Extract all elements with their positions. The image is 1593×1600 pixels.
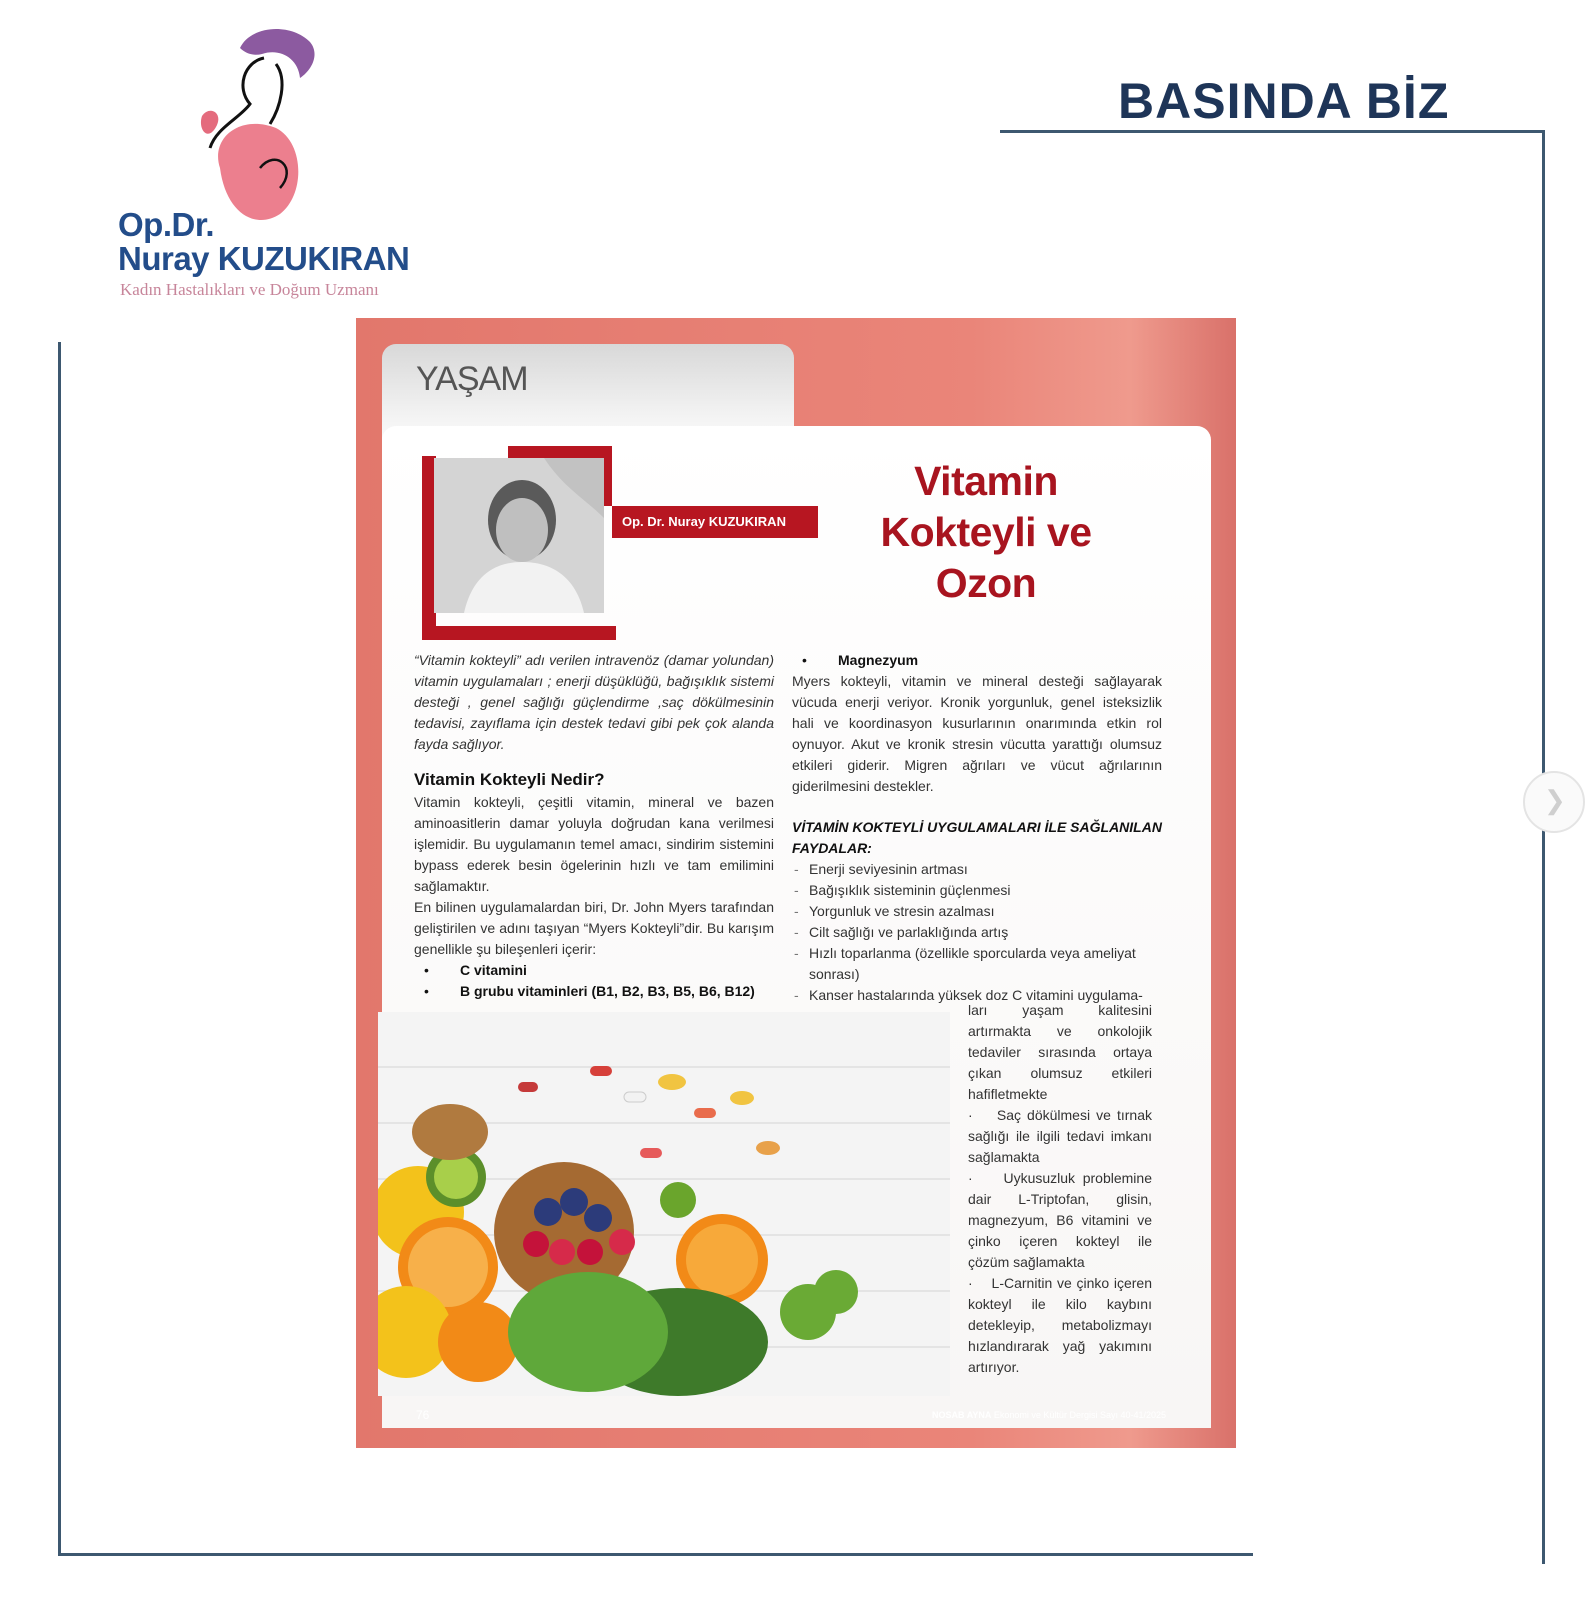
clinic-logo[interactable] [110,18,430,308]
headline-line: Ozon [935,560,1037,606]
myers-benefit-paragraph: Myers kokteyli, vitamin ve mineral desteği sağlayarak vücuda enerji veriyor. Kronik yorgunluk, genel isteksizlik hali ve koordinasyon kusurlarının onarımında etkin rol oynuyor. Akut ve kronik stresin vücutta yarattığı olumsuz etkileri giderir. Migren ağrıları ve vücut ağrılarının giderilmesini destekler. [792,673,1162,794]
page-number: 76 [416,1408,430,1422]
logo-title-prefix: Op.Dr. [118,206,215,243]
list-item: • Magnezyum [792,650,1162,671]
author-photo [434,458,604,613]
photo-frame-accent-top [508,446,612,458]
benefits-list [792,859,1162,1006]
right-column [792,650,1162,1006]
fruits-vegetables-photo [378,1012,950,1396]
next-slide-button[interactable] [1523,771,1585,833]
section-label: YAŞAM [416,360,528,398]
frame-line-right [1542,130,1545,1564]
benefit-text: L-Carnitin ve çinko içeren kokteyl ile kilo kaybını detekleyip, metabolizmayı hızlandırarak yağ yakımını artırıyor. [968,1275,1152,1375]
list-item: • B grubu vitaminleri (B1, B2, B3, B5, B6, B12) [414,981,774,1002]
benefit-item: · Uykusuzluk problemine dair L-Triptofan, glisin, magnezyum, B6 vitamini ve çinko içeren kokteyl ile çözüm sağlamakta [968,1170,1152,1270]
magazine-page[interactable] [356,318,1236,1448]
author-portrait-icon [434,458,604,613]
article-headline [826,456,1146,609]
frame-line-top [1000,130,1545,133]
components-list [414,960,774,1002]
list-item: - Enerji seviyesinin artması [792,859,1162,880]
benefit-item: · Saç dökülmesi ve tırnak sağlığı ile ilgili tedavi imkanı sağlamakta [968,1107,1152,1165]
components-list-continued [792,650,1162,671]
list-item: - Kanser hastalarında yüksek doz C vitamini uygulama- [792,985,1162,1006]
frame-line-bottom [58,1553,1253,1556]
headline-line: Vitamin [914,458,1058,504]
publication-footer [932,1410,1166,1420]
logo-doctor-name: Nuray KUZUKIRAN [118,240,410,277]
frame-line-left [58,342,61,1556]
pregnant-woman-logo-icon [180,18,320,228]
publication-info: Ekonomi ve Kültür Dergisi Sayı 40-41/2025 [993,1410,1166,1420]
headline-line: Kokteyli ve [880,509,1092,555]
benefit-continuation: ları yaşam kalitesini artırmakta ve onkolojik tedaviler sırasında ortaya çıkan olumsuz etkileri hafifletmekte [968,1002,1152,1102]
author-name-badge: Op. Dr. Nuray KUZUKIRAN [612,506,818,538]
myers-paragraph: En bilinen uygulamalardan biri, Dr. John Myers tarafından geliştirilen ve adını taşıyan “Myers Kokteyli”dir. Bu karışım genellikle şu bileşenleri içerir: [414,899,774,957]
list-item: - Cilt sağlığı ve parlaklığında artış [792,922,1162,943]
list-item: • C vitamini [414,960,774,981]
list-item: - Bağışıklık sisteminin güçlenmesi [792,880,1162,901]
definition-paragraph: Vitamin kokteyli, çeşitli vitamin, mineral ve bazen aminoasitlerin damar yoluyla doğrudan kana verilmesi işlemidir. Bu uygulamanın temel amacı, sindirim sistemini bypass ederek besin ögelerinin hızlı ve tam emilimini sağlamaktır. [414,794,774,894]
benefit-text: Saç dökülmesi ve tırnak sağlığı ile ilgili tedavi imkanı sağlamakta [968,1107,1152,1165]
benefit-item: · L-Carnitin ve çinko içeren kokteyl ile kilo kaybını detekleyip, metabolizmayı hızlandırarak yağ yakımını artırıyor. [968,1275,1152,1375]
list-item: - Hızlı toparlanma (özellikle sporcularda veya ameliyat sonrası) [792,943,1162,985]
intro-text: “Vitamin kokteyli” adı verilen intravenöz (damar yolundan) vitamin uygulamaları ; enerji düşüklüğü, bağışıklık sistemi desteği , genel sağlığı güçlendirme ,saç dökülmesinin tedavisi, zayıflama için destek tedavi gibi pek çok alanda fayda sağlıyor. [414,652,774,752]
benefits-list-continued [968,1000,1152,1378]
benefit-text: Uykusuzluk problemine dair L-Triptofan, glisin, magnezyum, B6 vitamini ve çinko içeren kokteyl ile çözüm sağlamakta [968,1170,1152,1270]
benefits-heading: VİTAMİN KOKTEYLİ UYGULAMALARI İLE SAĞLANILAN FAYDALAR: [792,819,1162,856]
logo-specialty: Kadın Hastalıkları ve Doğum Uzmanı [120,280,379,299]
page-title: BASINDA BİZ [1118,73,1450,129]
list-item: - Yorgunluk ve stresin azalması [792,901,1162,922]
section-subheading: Vitamin Kokteyli Nedir? [414,770,605,789]
left-column [414,650,774,1002]
publication-name: NOSAB AYNA [932,1410,992,1420]
fruit-and-pills-icon [378,1012,950,1396]
chevron-right-icon: ❯ [1544,785,1566,815]
